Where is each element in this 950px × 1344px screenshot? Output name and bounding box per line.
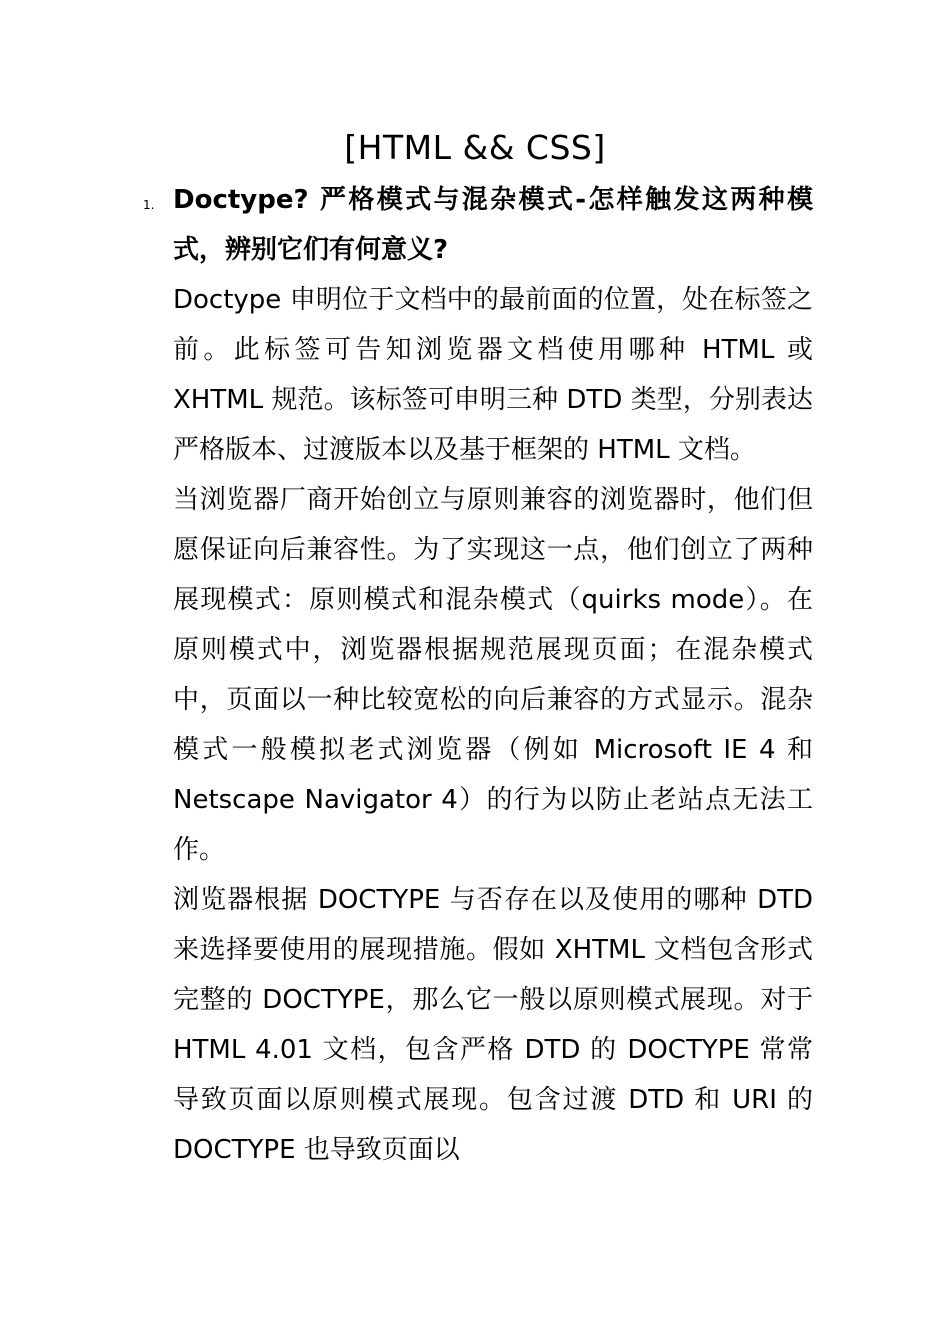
list-item-number: 1. <box>143 198 155 212</box>
answer-paragraph: 当浏览器厂商开始创立与原则兼容的浏览器时，他们但愿保证向后兼容性。为了实现这一点，他们创立了两种展现模式：原则模式和混杂模式（quirks mode）。在原则模式中，浏览器根据规范展现页面；在混杂模式中，页面以一种比较宽松的向后兼容的方式显示。混杂模式一般模拟老式浏览器（例如 Microsoft IE 4 和 Netscape Navigator 4）的行为以防止老站点无法工作。 <box>173 485 813 865</box>
question-heading: Doctype? 严格模式与混杂模式-怎样触发这两种模式，辨别它们有何意义? <box>173 185 813 265</box>
answer-paragraph: 浏览器根据 DOCTYPE 与否存在以及使用的哪种 DTD 来选择要使用的展现措施。假如 XHTML 文档包含形式完整的 DOCTYPE，那么它一般以原则模式展现。对于 HTML 4.01 文档，包含严格 DTD 的 DOCTYPE 常常导致页面以原则模式展现。包含过渡 DTD 和 URI 的 DOCTYPE 也导致页面以 <box>173 885 813 1165</box>
document-title: [HTML && CSS] <box>344 128 606 167</box>
answer-paragraph: Doctype 申明位于文档中的最前面的位置，处在标签之前。此标签可告知浏览器文档使用哪种 HTML 或 XHTML 规范。该标签可申明三种 DTD 类型，分别表达严格版本、过渡版本以及基于框架的 HTML 文档。 <box>173 285 813 465</box>
list-item-content <box>173 175 813 1175</box>
